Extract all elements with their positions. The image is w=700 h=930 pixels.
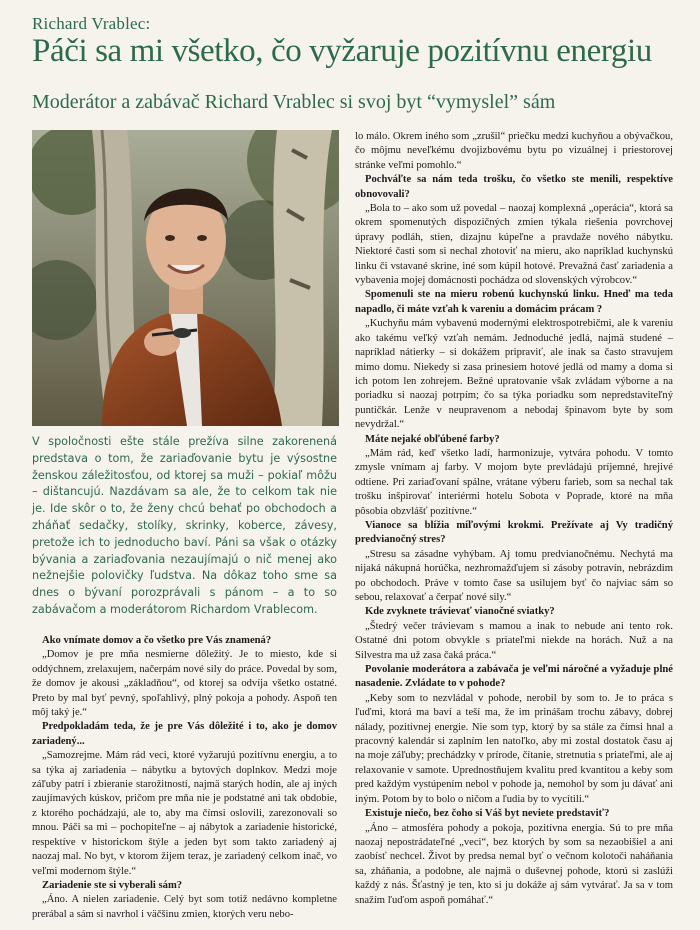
question: Pochváľte sa nám teda trošku, čo všetko ste menili, respektíve obnovovali? — [355, 174, 673, 200]
answer: „Áno. A nielen zariadenie. Celý byt som totiž nedávno kompletne prerábal a sám si navrhol i väčšinu zmien, ktorých veru nebo- — [32, 894, 337, 920]
article-subhead: Moderátor a zabávač Richard Vrablec si svoj byt “vymyslel” sám — [32, 91, 556, 113]
article-kicker: Richard Vrablec: — [32, 14, 151, 33]
question: Vianoce sa blížia míľovými krokmi. Prežívate aj Vy tradičný predvianočný stres? — [355, 519, 673, 546]
left-text-column — [32, 634, 337, 922]
answer: „Keby som to nezvládal v pohode, nerobil by som to. Je to práca s ľuďmi, ktorá ma baví a teší ma, že im prinášam trochu zábavy, dobrej nálady, pozitívnej energie. Nie som typ, ktorý by sa stále za čímsi hnal a pracovný kalendár si zaplním len natoľko, aby mi zostal dostatok času aj na moje záľuby; prechádzky v prírode, čítanie, stretnutia s priateľmi, ale aj relaxovanie v samote. Uprednostňujem kvalitu pred kvantitou a keby som pred každým vystúpením nebol v pohode ja, nemohol by som ju dávať ani iným. Potom by to bolo o ničom a ľudia by to vycítili.“ — [355, 692, 673, 805]
lead-paragraph: V spoločnosti ešte stále prežíva silne zakorenená predstava o tom, že zariaďovanie bytu je výsostne ženskou záležitosťou, od ktorej sa muži – pokiaľ môžu – dištancujú. Nazdávam sa ale, že to celkom tak nie je. Ide skôr o to, že ženy chcú behať po obchodoch a zháňať sedačky, stolíky, skrinky, koberce, závesy, pretože ich to jednoducho baví. Páni sa však o otázky bývania a zariaďovania nezaujímajú o nič menej ako nežnejšie polovičky ľudstva. Na dôkaz toho sme sa dnes o bývaní porozprávali s pánom – a to so zabávačom a moderátorom Richardom Vrablecom. — [32, 435, 337, 616]
answer: „Bola to – ako som už povedal – naozaj komplexná „operácia“, ktorá sa okrem spomenutých dispozičných zmien týkala riešenia povrchovej úpravy podláh, stien, dizajnu kúpeľne a pravdaže nového nábytku. Niektoré časti som si nechal zhotoviť na mieru, ako napríklad kuchynskú linku či vstavané skrine, iné som kúpil hotové. Prevažná časť zariadenia a vybavenia mojej domácnosti pochádza od slovenských výrobcov.“ — [355, 203, 673, 287]
right-text-column — [355, 130, 673, 908]
answer: „Áno – atmosféra pohody a pokoja, pozitívna energia. Sú to pre mňa naozaj nepostrádateľné „veci“, bez ktorých by som sa nezaobišiel a ani zaobísť nechcel. Život by predsa nemal byť o večnom kolotoči naháňania sa, zháňania, a podobne, ale najmä o duševnej pohode, ktorú si zaslúži každý z nás. Šťastný je ten, kto si ju dokáže aj sám vytvárať. Ja sa v tom snažím ľuďom aspoň pomáhať.“ — [355, 822, 673, 906]
answer: „Mám rád, keď všetko ladí, harmonizuje, vytvára pohodu. V tomto zmysle vnímam aj farby. V mojom byte prevládajú príjemné, hrejivé odtiene. Pri zariaďovaní spálne, vrátane výberu farieb, som sa nechal tak trošku inšpirovať interiérmi hotelu Sobota v Poprade, ktoré na mňa pôsobia obzvlášť pozitívne.“ — [355, 447, 673, 517]
question: Ako vnímate domov a čo všetko pre Vás znamená? — [42, 635, 272, 646]
question: Máte nejaké obľúbené farby? — [365, 433, 500, 445]
question: Zariadenie ste si vyberali sám? — [42, 879, 183, 891]
question: Kde zvyknete trávievať vianočné sviatky? — [365, 606, 555, 618]
answer: „Kuchyňu mám vybavenú modernými elektrospotrebičmi, ale k vareniu ako takému veľký vzťah nemám. Jednoduché jedlá, najmä studené – napríklad nátierky – si dokážem pripraviť, ale inak sa často stravujem mimo domu. Niekedy si zasa prinesiem hotové jedlá od mamy a doma si ich potom len zohrejem. Bežné upratovanie však zvládam výborne a na poriadku si naozaj potrpím; čo sa týka poriadku som nepredstaviteľný puntičkár. Lenže v neupravenom a nebodaj špinavom byte by som nevydržal.“ — [355, 318, 673, 431]
article-headline: Páči sa mi všetko, čo vyžaruje pozitívnu energiu — [32, 33, 652, 69]
question: Povolanie moderátora a zabávača je veľmi náročné a vyžaduje plné nasadenie. Zvládate to v pohode? — [355, 664, 673, 690]
answer: „Domov je pre mňa nesmierne dôležitý. Je to miesto, kde si oddýchnem, zrelaxujem, načerpám nové sily do práce. Povedal by som, že domov je akousi „základňou“, od ktorej sa odvíja všetko ostatné. Preto by mal byť pevný, spoľahlivý, plný pokoja a pohody. Aspoň ten môj taký je.“ — [32, 649, 337, 719]
answer: „Stresu sa zásadne vyhýbam. Aj tomu predvianočnému. Nechytá ma nijaká nákupná horúčka, nezhromažďujem si zásoby potravín, nebrázdim po obchodoch. Práve v tomto čase sa usilujem byť čo najviac sám so sebou, relaxovať a čerpať nové sily.“ — [355, 548, 673, 603]
answer: lo málo. Okrem iného som „zrušil“ priečku medzi kuchyňou a obývačkou, čo môjmu neveľkému dvojizbovému bytu po vizuálnej i priestorovej stránke veľmi pomohlo.“ — [355, 131, 673, 171]
question: Spomenuli ste na mieru robenú kuchynskú linku. Hneď ma teda napadlo, či máte vzťah k vareniu a domácim prácam ? — [355, 289, 673, 315]
question: Predpokladám teda, že je pre Vás dôležité i to, ako je domov zariadený... — [32, 721, 337, 747]
answer: „Samozrejme. Mám rád veci, ktoré vyžarujú pozitívnu energiu, a to sa týka aj zariadenia – nábytku a bytových doplnkov. Medzi moje záľuby patrí i zbieranie starožitností, najmä starých hodín, ale aj iných zaujímavých kúskov, pričom pre mňa nie je podstatné ani tak obdobie, z ktorého pochádzajú, ale to, aby ma čímsi oslovili, zarezonovali so mnou. Páči sa mi – pochopiteľne – aj nábytok a zariadenie historické, respektíve v historickom štýle a jeden byt som takto zariadený aj naozaj mal. No byt, v ktorom žijem teraz, je zariadený celkom inač, vo veľmi modernom štýle.“ — [32, 750, 337, 877]
portrait-photo — [32, 130, 339, 426]
answer: „Štedrý večer trávievam s mamou a inak to nebude ani tento rok. Ostatné dni potom obvykle s priateľmi niekde na horách. Nuž a na Silvestra ma už zasa čaká práca.“ — [355, 620, 673, 661]
question: Existuje niečo, bez čoho si Váš byt neviete predstaviť? — [365, 808, 610, 820]
